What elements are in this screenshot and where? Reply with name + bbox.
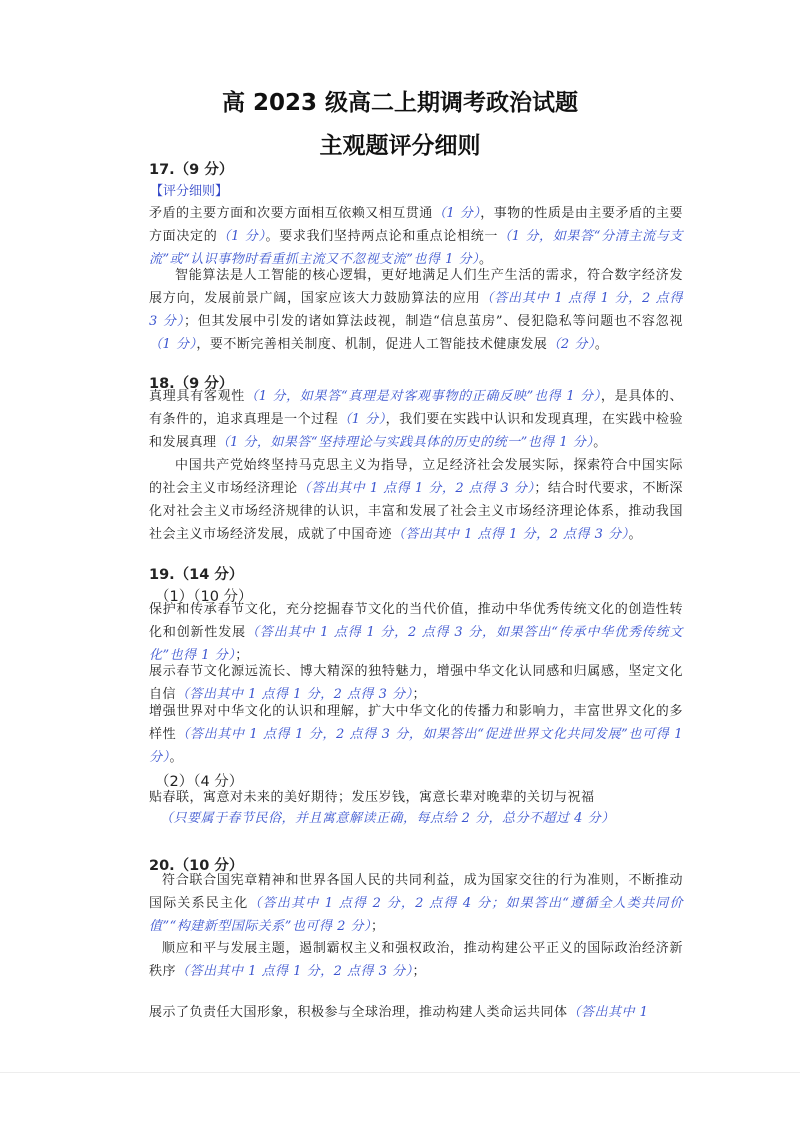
q19-paragraph-3 [149,700,683,769]
scoring-note: （答出其中 1 点得 1 分，2 点得 3 分，如果答出“传承中华优秀传统文化”也得 1 分） [149,625,683,663]
answer-text: ； [235,648,249,663]
answer-text: ，我们要在实践中认识和发现真理，在实践中检验和发展真理 [149,412,683,450]
scoring-note: （1 分，如果答“坚持理论与实践具体的历史的统一”也得 1 分） [216,435,594,450]
question-20-heading: 20.（10 分） [149,858,244,874]
answer-text: 贴春联，寓意对未来的美好期待；发压岁钱，寓意长辈对晚辈的关切与祝福 [149,790,595,805]
q18-paragraph-1 [149,385,683,454]
q20-paragraph-3 [149,1001,683,1024]
answer-text: 顺应和平与发展主题，遏制霸权主义和强权政治，推动构建公平正义的国际政治经济新秩序 [149,941,683,979]
answer-text: 。 [169,750,184,765]
answer-text: 智能算法是人工智能的核心逻辑，更好地满足人们生产生活的需求，符合数字经济发展方向，发展前景广阔，国家应该大力鼓励算法的应用 [149,268,683,306]
scoring-note: （1 分） [149,337,197,352]
document-title: 高 2023 级高二上期调考政治试题 [221,90,579,116]
page-bottom-divider [0,1072,800,1073]
q19-paragraph-5 [160,807,680,830]
answer-text: 保护和传承春节文化，充分挖掘春节文化的当代价值，推动中华优秀传统文化的创造性转化和创新性发展 [149,602,683,640]
scoring-note: （答出其中 1 点得 1 分，2 点得 3 分） [149,291,683,329]
scoring-note: （答出其中 1 点得 2 分，2 点得 4 分；如果答出“遵循全人类共同价值”“构建新型国际关系”也可得 2 分） [149,896,683,934]
q20-paragraph-2 [149,937,683,983]
document-subtitle: 主观题评分细则 [319,133,481,159]
question-18-heading: 18.（9 分） [149,376,234,392]
answer-text: ； [412,964,427,979]
answer-text: 符合联合国宪章精神和世界各国人民的共同利益，成为国家交往的行为准则，不断推动国际关系民主化 [149,873,683,911]
scoring-note: （答出其中 1 [567,1005,649,1020]
scoring-note: （答出其中 1 点得 1 分，2 点得 3 分，如果答出“促进世界文化共同发展”也可得 1 分） [149,727,683,765]
scoring-note: （只要属于春节民俗，并且寓意解读正确，每点给 2 分，总分不超过 4 分） [160,811,615,826]
answer-text: ；结合时代要求，不断深化对社会主义市场经济规律的认识，丰富和发展了社会主义市场经济理论体系，推动我国社会主义市场经济发展，成就了中国奇迹 [149,481,683,542]
scoring-note: （答出其中 1 点得 1 分，2 点得 3 分） [176,687,413,702]
scoring-rules-tag: 【评分细则】 [150,184,229,199]
answer-text: 。 [478,252,493,267]
answer-text: ；但其发展中引发的诸如算法歧视，制造“信息茧房”、侵犯隐私等问题也不容忽视 [183,314,684,329]
q17-paragraph-2 [149,264,683,356]
scoring-note: （1 分，如果答“真理是对客观事物的正确反映”也得 1 分） [245,389,601,404]
answer-text: ，事物的性质是由主要矛盾的主要方面决定的 [149,206,683,244]
q19-paragraph-1 [149,598,683,667]
q18-paragraph-2 [149,454,683,546]
answer-text: 。 [594,337,609,352]
answer-text: 增强世界对中华文化的认识和理解，扩大中华文化的传播力和影响力，丰富世界文化的多样性 [149,704,683,742]
scoring-note: （答出其中 1 点得 1 分，2 点得 3 分） [297,481,535,496]
answer-text: 中国共产党始终坚持马克思主义为指导，立足经济社会发展实际，探索符合中国实际的社会主义市场经济理论 [149,458,683,496]
scoring-note: （1 分） [217,229,266,244]
answer-text: 。 [593,435,607,450]
answer-text: ，是具体的、有条件的，追求真理是一个过程 [149,389,683,427]
scoring-note: （1 分，如果答“分清主流与支流”或“认识事物时看重抓主流又不忽视支流”也得 1 分） [149,229,683,267]
q17-paragraph-1 [149,202,683,271]
scoring-note: （答出其中 1 点得 1 分，2 点得 3 分） [176,964,413,979]
answer-text: 展示了负责任大国形象，积极参与全球治理，推动构建人类命运共同体 [149,1005,568,1020]
scoring-note: （答出其中 1 点得 1 分，2 点得 3 分） [392,527,629,542]
question-17-heading: 17.（9 分） [149,162,234,178]
scoring-note: （1 分） [338,412,386,427]
answer-text: ，要不断完善相关制度、机制，促进人工智能技术健康发展 [196,337,548,352]
answer-text: ； [370,919,385,934]
answer-text: 矛盾的主要方面和次要方面相互依赖又相互贯通 [149,206,433,221]
q19-subquestion-1: （1）（10 分） [155,589,253,605]
q19-paragraph-4 [149,786,683,809]
answer-text: 真理具有客观性 [149,389,246,404]
scoring-note: （1 分） [432,206,481,221]
answer-text: 。 [628,527,643,542]
q19-subquestion-2: （2）（4 分） [155,774,244,790]
question-19-heading: 19.（14 分） [149,567,244,583]
answer-text: 。要求我们坚持两点论和重点论相统一 [265,229,499,244]
scoring-note: （2 分） [547,337,595,352]
answer-text: 展示春节文化源远流长、博大精深的独特魅力，增强中华文化认同感和归属感，坚定文化自信 [149,664,683,702]
answer-text: ； [412,687,427,702]
q20-paragraph-1 [149,869,683,938]
